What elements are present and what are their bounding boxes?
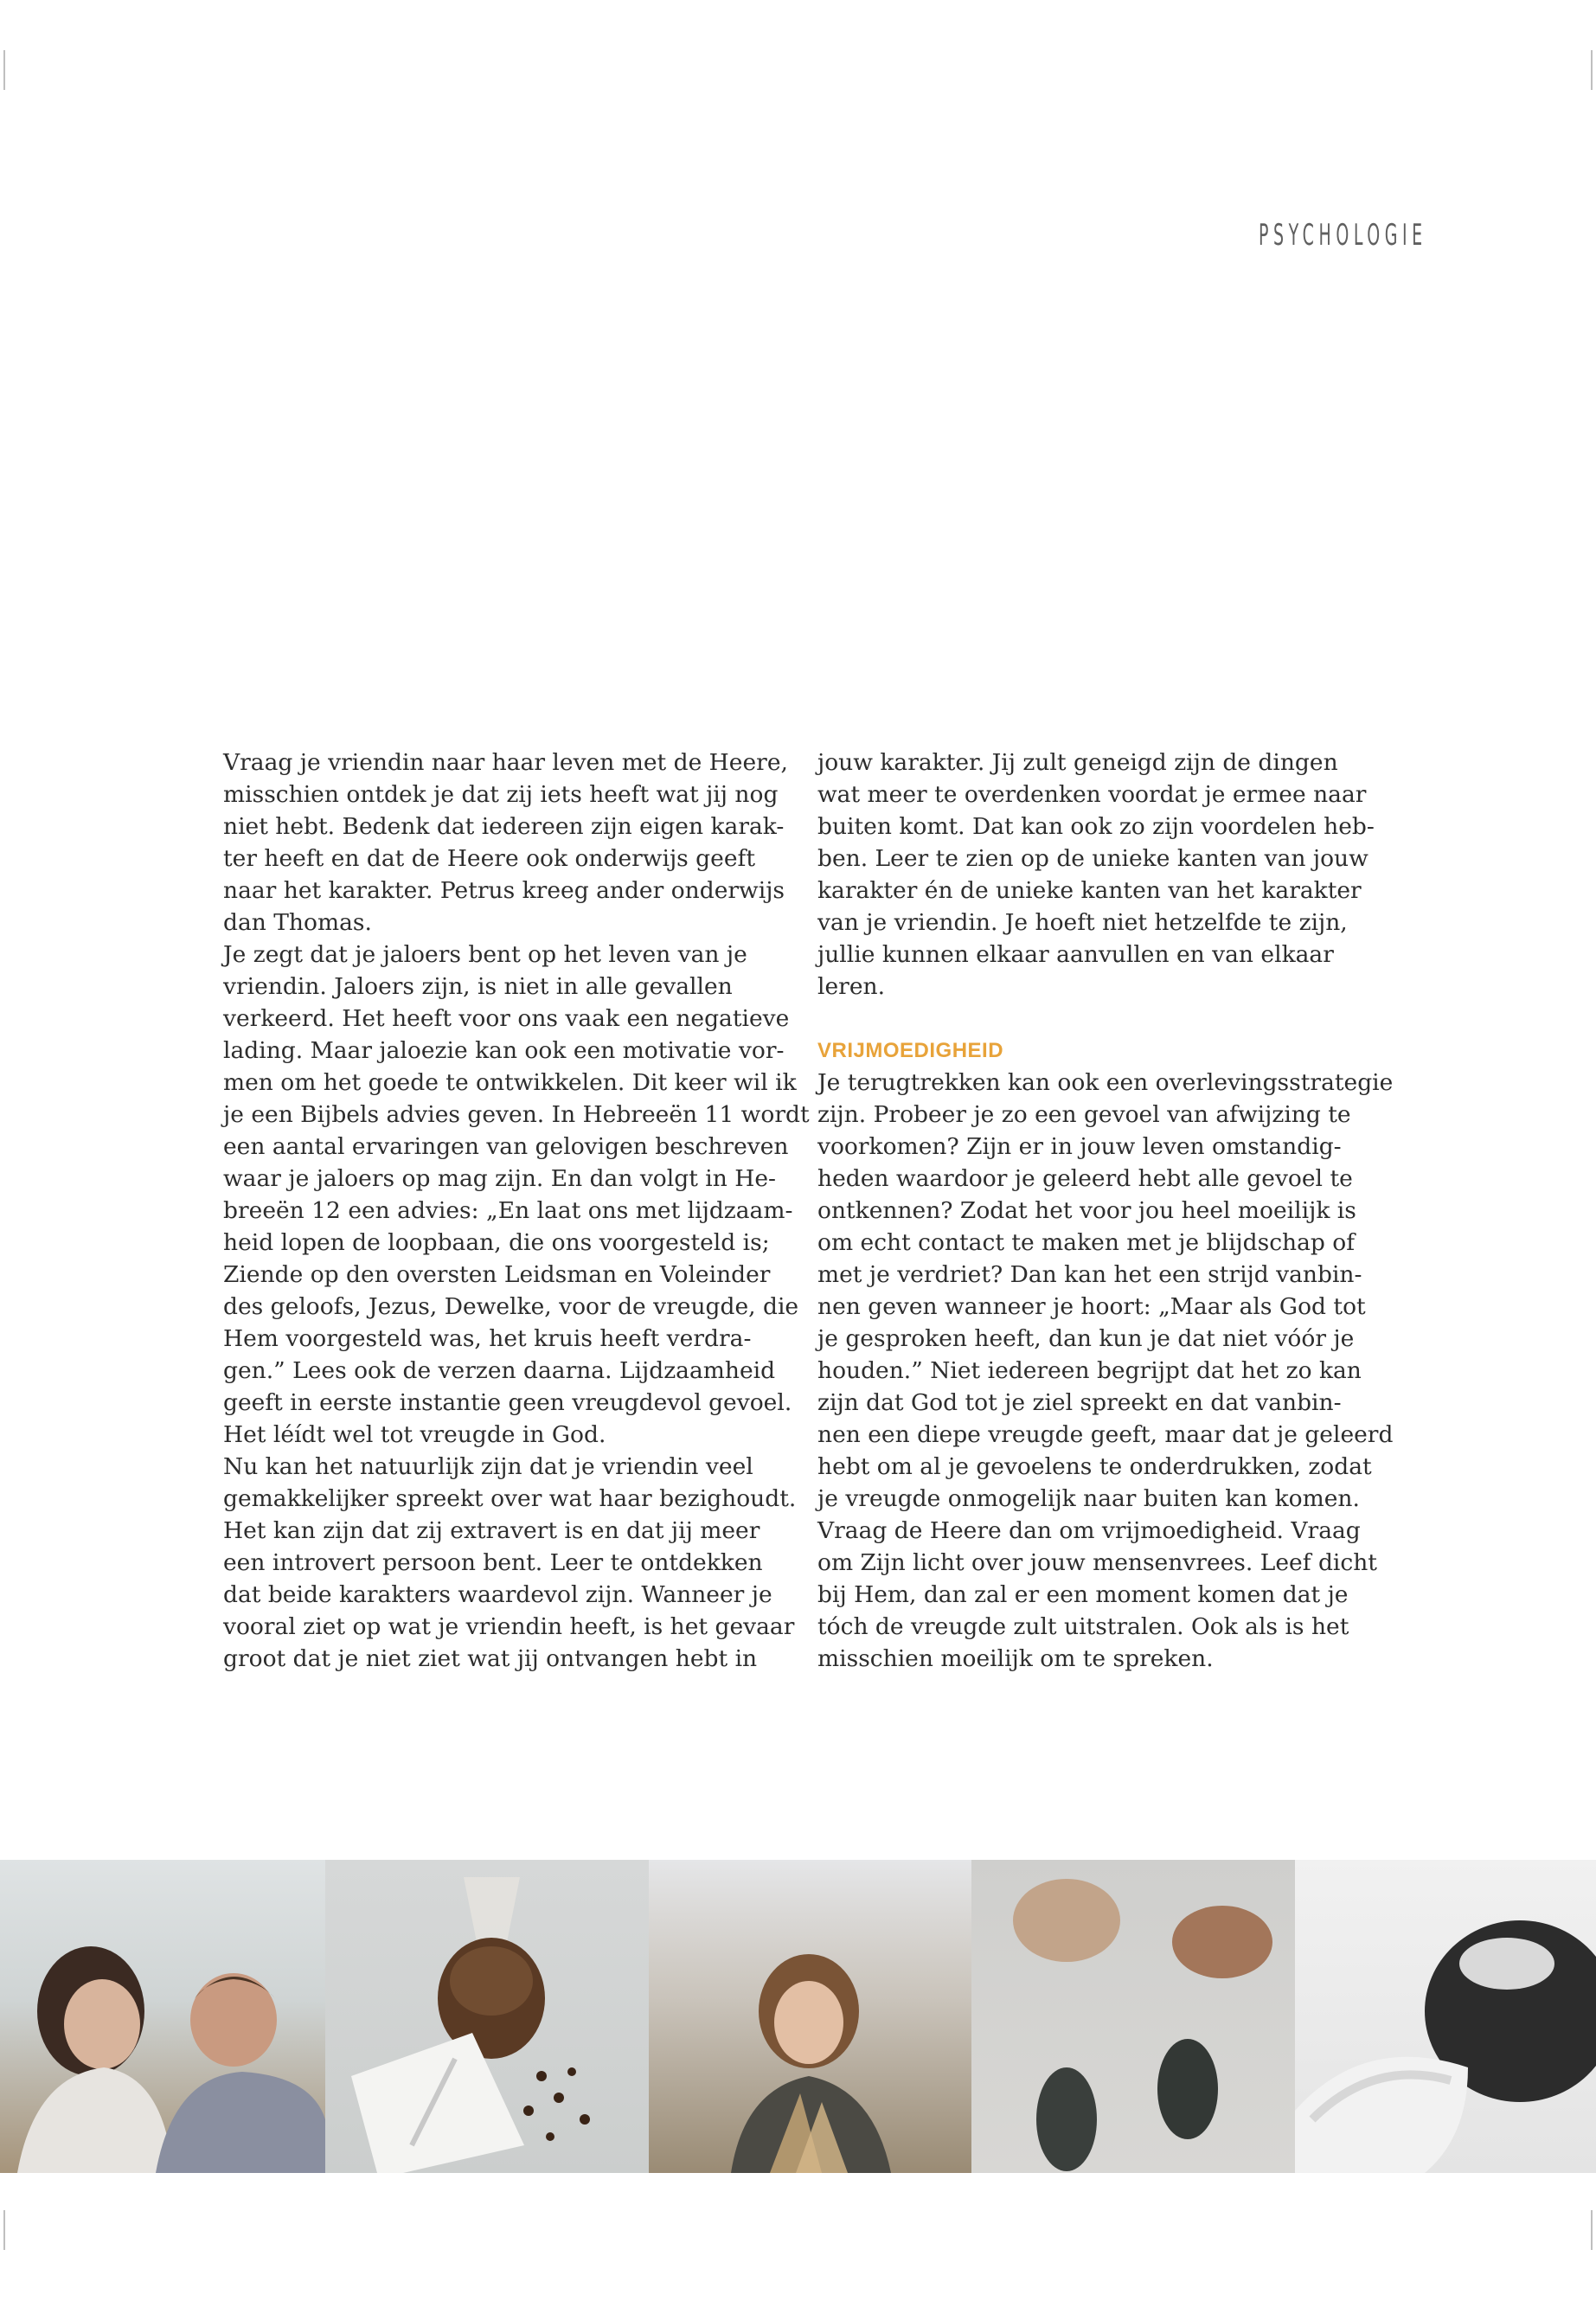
text-line: buiten komt. Dat kan ook zo zijn voordelen heb- <box>817 813 1375 840</box>
text-line: om echt contact te maken met je blijdschap of <box>817 1229 1356 1256</box>
text-line: tóch de vreugde zult uitstralen. Ook als is het <box>817 1613 1349 1640</box>
text-line: wat meer te overdenken voordat je ermee naar <box>817 781 1367 808</box>
section-label: PSYCHOLOGIE <box>1259 218 1427 253</box>
crop-mark <box>3 2210 5 2250</box>
text-line: met je verdriet? Dan kan het een strijd vanbin- <box>817 1261 1362 1288</box>
text-line: lading. Maar jaloezie kan ook een motivatie vor- <box>223 1037 785 1064</box>
text-line: verkeerd. Het heeft voor ons vaak een negatieve <box>223 1005 790 1032</box>
text-line: bij Hem, dan zal er een moment komen dat je <box>817 1581 1349 1608</box>
text-line: gen.” Lees ook de verzen daarna. Lijdzaamheid <box>223 1357 776 1384</box>
shoes-floor-photo <box>971 1860 1295 2173</box>
text-line: ter heeft en dat de Heere ook onderwijs geeft <box>223 845 755 872</box>
text-line: zijn. Probeer je zo een gevoel van afwijzing te <box>817 1101 1351 1128</box>
right-column-body <box>817 1067 1394 1675</box>
text-line: nen een diepe vreugde geeft, maar dat je geleerd <box>817 1421 1394 1448</box>
text-line: Het léídt wel tot vreugde in God. <box>223 1421 606 1448</box>
text-line: misschien moeilijk om te spreken. <box>817 1645 1214 1672</box>
text-line: ben. Leer te zien op de unieke kanten van jouw <box>817 845 1368 872</box>
text-line: des geloofs, Jezus, Dewelke, voor de vreugde, die <box>223 1293 799 1320</box>
paragraph-gap <box>817 1003 1380 1035</box>
text-line: Vraag de Heere dan om vrijmoedigheid. Vraag <box>817 1517 1361 1544</box>
crop-mark <box>1591 2210 1593 2250</box>
text-line: een aantal ervaringen van gelovigen beschreven <box>223 1133 789 1160</box>
text-line: ontkennen? Zodat het voor jou heel moeilijk is <box>817 1197 1356 1224</box>
text-line: waar je jaloers op mag zijn. En dan volgt in He- <box>223 1165 776 1192</box>
text-line: zijn dat God tot je ziel spreekt en dat vanbin- <box>817 1389 1342 1416</box>
text-line: groot dat je niet ziet wat jij ontvangen hebt in <box>223 1645 758 1672</box>
text-line: je vreugde onmogelijk naar buiten kan komen. <box>817 1485 1360 1512</box>
text-line: vooral ziet op wat je vriendin heeft, is het gevaar <box>223 1613 795 1640</box>
text-line: Hem voorgesteld was, het kruis heeft verdra- <box>223 1325 752 1352</box>
text-line: gemakkelijker spreekt over wat haar bezighoudt. <box>223 1485 797 1512</box>
text-line: nen geven wanneer je hoort: „Maar als God tot <box>817 1293 1366 1320</box>
text-line: men om het goede te ontwikkelen. Dit keer wil ik <box>223 1069 797 1096</box>
text-line: Het kan zijn dat zij extravert is en dat jij meer <box>223 1517 760 1544</box>
text-line: geeft in eerste instantie geen vreugdevol gevoel. <box>223 1389 792 1416</box>
text-line: karakter én de unieke kanten van het karakter <box>817 877 1362 904</box>
text-line: om Zijn licht over jouw mensenvrees. Leef dicht <box>817 1549 1377 1576</box>
text-line: vriendin. Jaloers zijn, is niet in alle gevallen <box>223 973 733 1000</box>
text-line: voorkomen? Zijn er in jouw leven omstandig- <box>817 1133 1342 1160</box>
hand-on-head-photo <box>1295 1860 1596 2173</box>
text-line: breeën 12 een advies: „En laat ons met lijdzaam- <box>223 1197 793 1224</box>
text-line: naar het karakter. Petrus kreeg ander onderwijs <box>223 877 785 904</box>
crop-mark <box>3 50 5 90</box>
right-column-intro <box>817 747 1380 1003</box>
text-line: je gesproken heeft, dan kun je dat niet vóór je <box>817 1325 1355 1352</box>
text-line: dat beide karakters waardevol zijn. Wanneer je <box>223 1581 772 1608</box>
text-line: Ziende op den oversten Leidsman en Voleinder <box>223 1261 771 1288</box>
photo-strip <box>0 1860 1596 2173</box>
text-line: dan Thomas. <box>223 909 372 936</box>
text-line: Je terugtrekken kan ook een overlevingsstrategie <box>817 1069 1394 1096</box>
text-line: misschien ontdek je dat zij iets heeft wat jij nog <box>223 781 779 808</box>
article-column-right <box>817 747 1394 1675</box>
coffee-notebook-photo <box>325 1860 649 2173</box>
text-line: jullie kunnen elkaar aanvullen en van elkaar <box>817 941 1334 968</box>
subheading-vrijmoedigheid: VRIJMOEDIGHEID <box>817 1039 1004 1062</box>
text-line: Nu kan het natuurlijk zijn dat je vriendin veel <box>223 1453 753 1480</box>
text-line: Je zegt dat je jaloers bent op het leven van je <box>223 941 747 968</box>
text-line: je een Bijbels advies geven. In Hebreeën 11 wordt <box>223 1101 810 1128</box>
text-line: Vraag je vriendin naar haar leven met de Heere, <box>223 749 788 776</box>
crop-mark <box>1591 50 1593 90</box>
text-line: van je vriendin. Je hoeft niet hetzelfde te zijn, <box>817 909 1348 936</box>
text-line: houden.” Niet iedereen begrijpt dat het zo kan <box>817 1357 1362 1384</box>
text-line: hebt om al je gevoelens te onderdrukken, zodat <box>817 1453 1372 1480</box>
text-line: leren. <box>817 973 885 1000</box>
text-line: een introvert persoon bent. Leer te ontdekken <box>223 1549 763 1576</box>
laughing-couple-photo <box>0 1860 325 2173</box>
text-line: heden waardoor je geleerd hebt alle gevoel te <box>817 1165 1353 1192</box>
smiling-woman-field-photo <box>649 1860 971 2173</box>
article-column-left <box>223 747 810 1675</box>
text-line: niet hebt. Bedenk dat iedereen zijn eigen karak- <box>223 813 785 840</box>
text-line: heid lopen de loopbaan, die ons voorgesteld is; <box>223 1229 770 1256</box>
text-line: jouw karakter. Jij zult geneigd zijn de dingen <box>817 749 1338 776</box>
